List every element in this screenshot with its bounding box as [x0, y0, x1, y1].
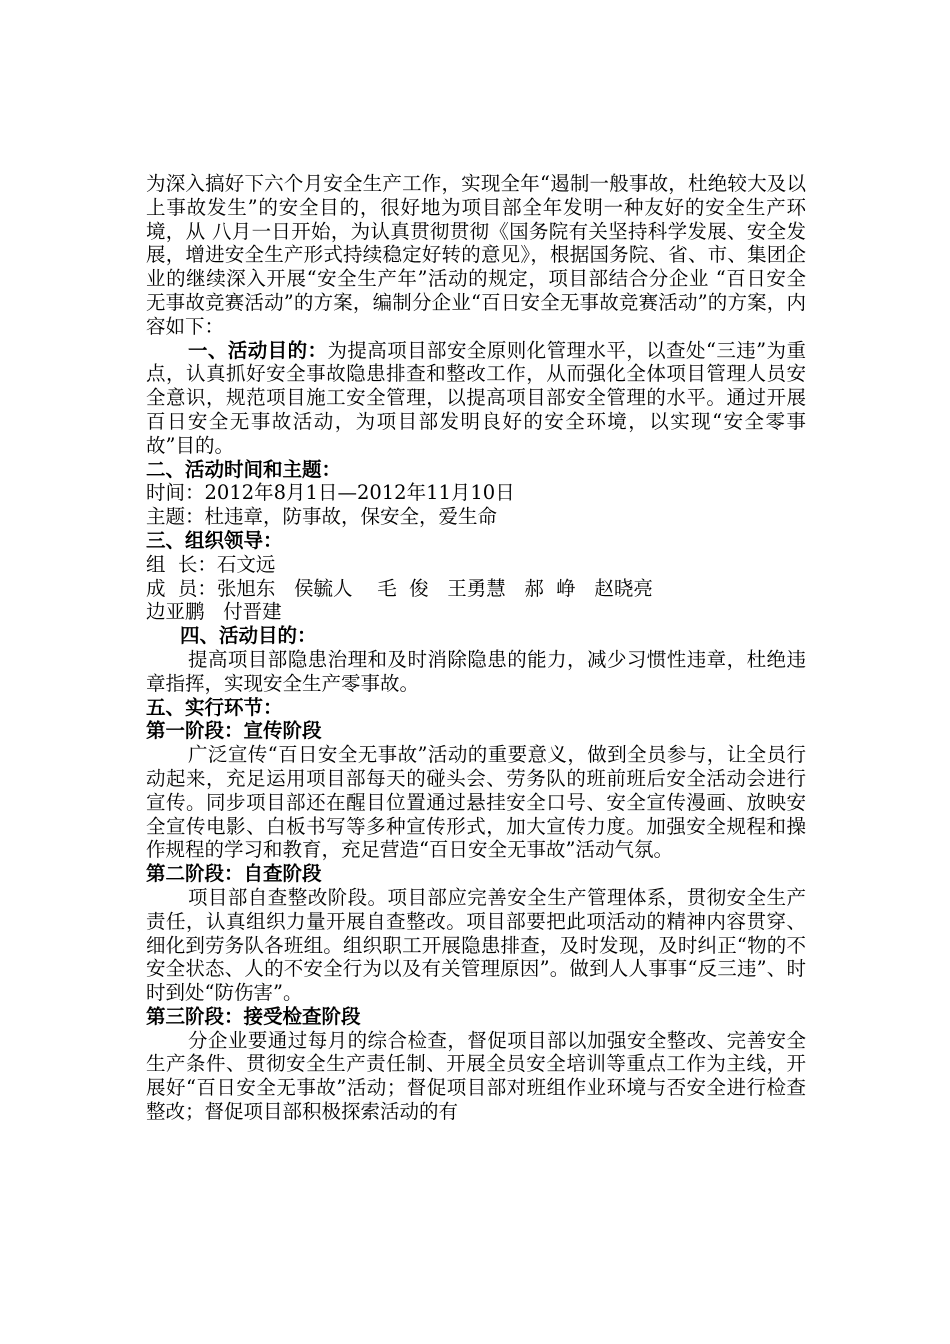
section-1-text: 为提高项目部安全原则化管理水平，以查处“三违”为重点，认真抓好安全事故隐患排查和整改工作，从而强化全体项目管理人员安全意识，规范项目施工安全管理，以提高项目部安全管理的水平。通过开展百日安全无事故活动，为项目部发明良好的安全环境，以实现“安全零事故”目的。 — [146, 338, 806, 457]
stage-2-text: 项目部自查整改阶段。项目部应完善安全生产管理体系，贯彻安全生产责任，认真组织力量开展自查整改。项目部要把此项活动的精神内容贯穿、细化到劳务队各班组。组织职工开展隐患排查，及时发现，及时纠正“物的不安全状态、人的不安全行为以及有关管理原因”。做到人人事事“反三违”、时时到处“防伤害”。 — [146, 885, 806, 1005]
activity-theme: 主题：杜违章，防事故，保安全，爱生命 — [146, 505, 498, 529]
section-1-paragraph — [146, 339, 806, 458]
group-members: 成 员：张旭东 侯毓人 毛 俊 王勇慧 郝 峥 赵晓亮 — [146, 576, 653, 600]
section-3-heading: 三、组织领导： — [146, 528, 283, 552]
section-4-text: 提高项目部隐患治理和及时消除隐患的能力，减少习惯性违章，杜绝违章指挥，实现安全生产零事故。 — [146, 647, 806, 695]
section-2-heading: 二、活动时间和主题： — [146, 457, 342, 481]
stage-2-heading: 第二阶段：自查阶段 — [146, 862, 322, 886]
section-5-heading: 五、实行环节： — [146, 695, 283, 719]
group-members-continued: 边亚鹏 付晋建 — [146, 600, 282, 624]
stage-1-text: 广泛宣传“百日安全无事故”活动的重要意义，做到全员参与，让全员行动起来，充足运用项目部每天的碰头会、劳务队的班前班后安全活动会进行宣传。同步项目部还在醒目位置通过悬挂安全口号、安全宣传漫画、放映安全宣传电影、白板书写等多种宣传形式，加大宣传力度。加强安全规程和操作规程的学习和教育，充足营造“百日安全无事故”活动气氛。 — [146, 743, 806, 862]
stage-3-heading: 第三阶段：接受检查阶段 — [146, 1004, 361, 1028]
activity-time: 时间：2012年8月1日—2012年11月10日 — [146, 481, 515, 505]
intro-paragraph: 为深入搞好下六个月安全生产工作，实现全年“遏制一般事故，杜绝较大及以上事故发生”的安全目的，很好地为项目部全年发明一种友好的安全生产环境，从 八月一日开始，为认真贯彻贯彻《国务院有关坚持科学发展、安全发展，增进安全生产形式持续稳定好转的意见》，根据国务院、省、市、集团企业的继续深入开展“安全生产年”活动的规定，项目部结合分企业 “百日安全无事故竞赛活动”的方案，编制分企业“百日安全无事故竞赛活动”的方案，内容如下： — [146, 172, 806, 338]
group-leader: 组 长：石文远 — [146, 552, 276, 576]
stage-1-heading: 第一阶段：宣传阶段 — [146, 719, 322, 743]
document-page — [146, 172, 806, 1124]
stage-3-text: 分企业要通过每月的综合检查，督促项目部以加强安全整改、完善安全生产条件、贯彻安全生产责任制、开展全员安全培训等重点工作为主线，开展好“百日安全无事故”活动；督促项目部对班组作业环境与否安全进行检查整改；督促项目部积极探索活动的有 — [146, 1028, 806, 1124]
section-4-heading: 四、活动目的： — [180, 624, 317, 648]
section-1-heading: 一、活动目的： — [188, 338, 328, 362]
